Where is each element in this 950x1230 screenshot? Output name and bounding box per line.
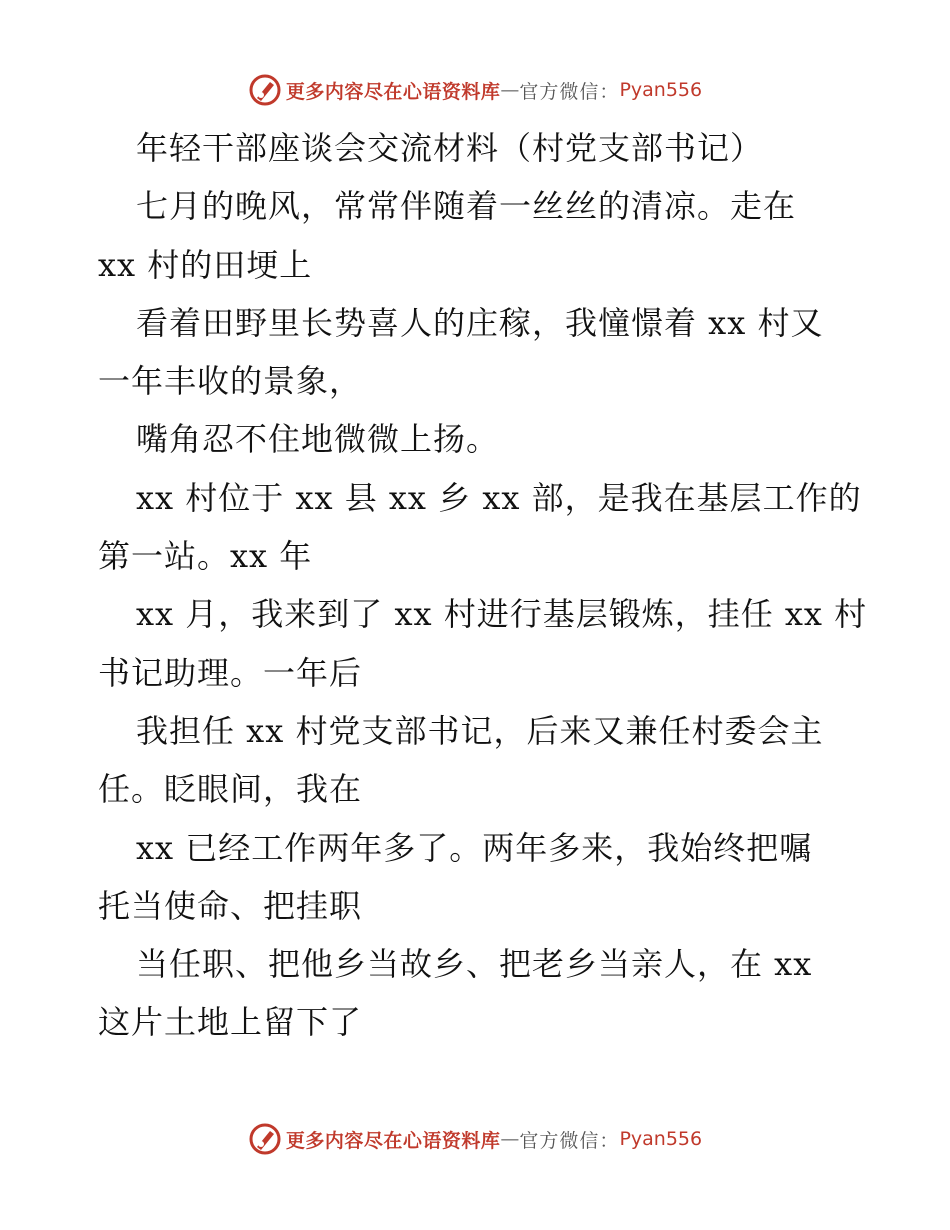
banner-wechat-label: 官方微信：	[519, 80, 620, 103]
banner-dash: —	[500, 1128, 520, 1150]
header-banner	[0, 70, 950, 110]
paragraph-line: 当任职、把他乡当故乡、把老乡当亲人，在 xx	[136, 945, 813, 984]
banner-main-text: 更多内容尽在心语资料库	[285, 1129, 501, 1152]
paragraph-line: 看着田野里长势喜人的庄稼，我憧憬着 xx 村又	[136, 303, 824, 342]
paragraph-line: 托当使命、把挂职	[98, 886, 363, 925]
banner-wechat-id: Pyan556	[619, 1128, 703, 1150]
paragraph-line: xx 月，我来到了 xx 村进行基层锻炼，挂任 xx 村	[136, 595, 868, 634]
paragraph-line: 嘴角忍不住地微微上扬。	[136, 420, 500, 459]
paragraph-line: xx 村位于 xx 县 xx 乡 xx 部，是我在基层工作的	[136, 478, 862, 517]
paragraph-line: xx 村的田埂上	[98, 245, 313, 284]
banner-wechat-id: Pyan556	[619, 79, 703, 101]
paragraph-line: 书记助理。一年后	[98, 653, 363, 692]
document-body	[0, 119, 950, 1052]
paragraph-line: 任。眨眼间，我在	[98, 770, 363, 809]
footer-banner	[0, 1119, 950, 1159]
paragraph-line: 第一站。xx 年	[98, 537, 313, 576]
document-title: 年轻干部座谈会交流材料（村党支部书记）	[136, 129, 764, 167]
paragraph-line: 一年丰收的景象，	[98, 362, 363, 401]
banner-wechat-label: 官方微信：	[519, 1129, 620, 1152]
paragraph-line: 七月的晚风，常常伴随着一丝丝的清凉。走在	[136, 187, 797, 226]
red-pen-circle-logo-icon	[248, 1122, 282, 1156]
banner-dash: —	[500, 79, 520, 101]
paragraph-line: 我担任 xx 村党支部书记，后来又兼任村委会主	[136, 711, 824, 750]
banner-main-text: 更多内容尽在心语资料库	[285, 80, 501, 103]
paragraph-line: xx 已经工作两年多了。两年多来，我始终把嘱	[136, 828, 813, 867]
red-pen-circle-logo-icon	[248, 73, 282, 107]
paragraph-line: 这片土地上留下了	[98, 1003, 363, 1042]
